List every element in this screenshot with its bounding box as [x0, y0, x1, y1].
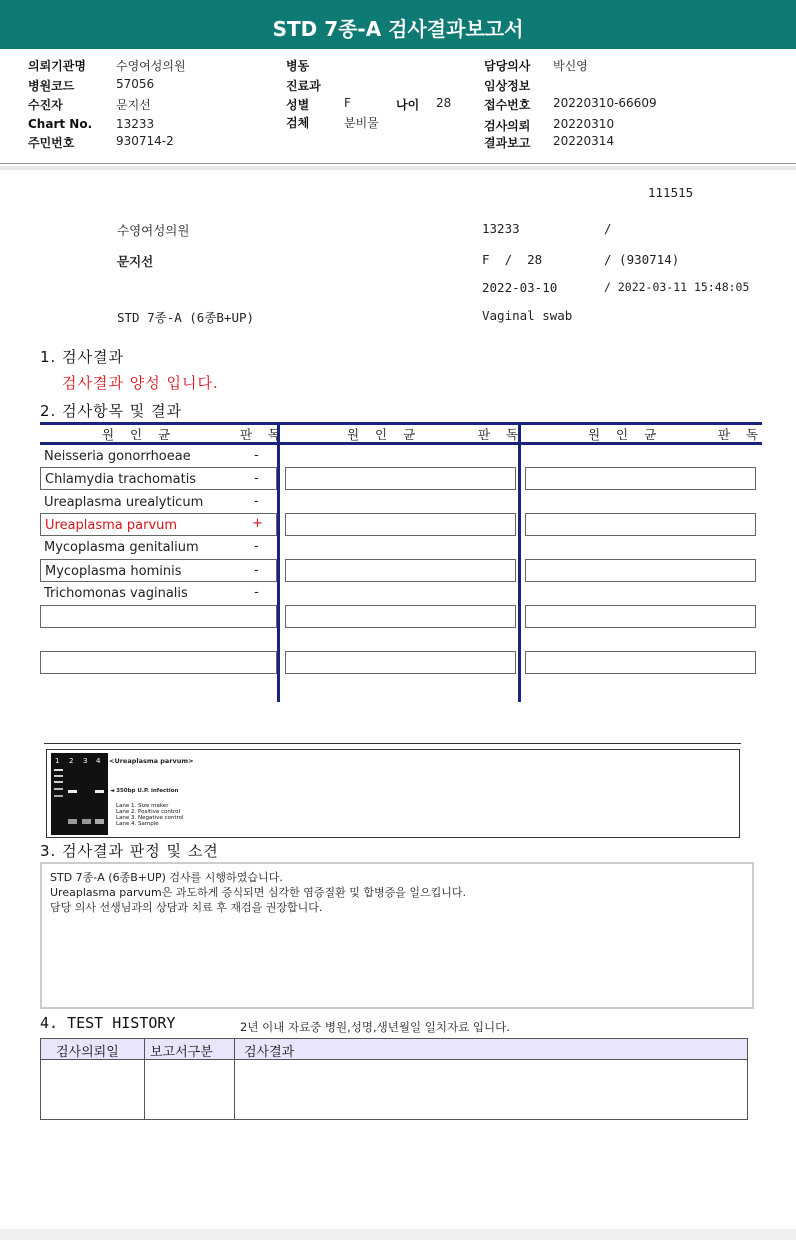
positive-result-message: 검사결과 양성 입니다.: [62, 374, 219, 392]
gel-legend-item: Lane 1. Size maker: [116, 803, 169, 809]
section4-heading: 4. TEST HISTORY: [40, 1014, 176, 1032]
value-resident-no: 930714-2: [116, 134, 174, 148]
opinion-line: Ureaplasma parvum은 과도하게 증식되면 심각한 염증질환 및 합병증을 일으킵니다.: [50, 886, 466, 899]
label-hospital-code: 병원코드: [28, 79, 75, 93]
empty-box: [285, 467, 516, 490]
history-col-divider: [144, 1038, 145, 1120]
info-slash: /: [604, 221, 612, 236]
ladder-band: [54, 788, 63, 790]
empty-box: [525, 513, 756, 536]
value-report-date: 20220314: [553, 134, 615, 148]
label-receipt-no: 접수번호: [484, 98, 531, 112]
result-trichomonas: -: [254, 585, 259, 600]
result-neisseria: -: [254, 448, 259, 463]
value-age: 28: [436, 96, 452, 110]
history-note: 2년 이내 자료중 병원,성명,생년월일 일치자료 입니다.: [240, 1020, 510, 1034]
value-clinic: 수영여성의원: [116, 59, 186, 73]
primer-band: [95, 819, 104, 824]
value-doctor: 박신영: [553, 59, 588, 73]
result-mycoplasma-genitalium: -: [254, 539, 259, 554]
pathogen-mycoplasma-genitalium: Mycoplasma genitalium: [44, 540, 199, 555]
gel-title: <Ureaplasma parvum>: [109, 757, 194, 765]
gel-image: [51, 753, 108, 835]
gel-top-line: [44, 743, 741, 744]
label-specimen: 검체: [286, 116, 310, 130]
gel-lane-label: 4: [96, 757, 101, 765]
info-sex-age: F / 28: [482, 252, 543, 267]
result-chlamydia: -: [254, 471, 259, 486]
info-specimen: Vaginal swab: [482, 308, 573, 323]
opinion-line: STD 7종-A (6종B+UP) 검사를 시행하였습니다.: [50, 871, 283, 884]
pathogen-neisseria: Neisseria gonorrhoeae: [44, 449, 191, 464]
pathogen-ureaplasma-urealyticum: Ureaplasma urealyticum: [44, 495, 204, 510]
pathogen-trichomonas: Trichomonas vaginalis: [44, 586, 188, 601]
gel-band-label: ◄ 350bp U.P. infection: [110, 788, 179, 794]
empty-box: [525, 651, 756, 674]
col-divider-2: [518, 422, 521, 702]
primer-band: [68, 819, 77, 824]
result-ureaplasma-urealyticum: -: [254, 494, 259, 509]
col-header-judgement-2: 판 독: [478, 427, 525, 442]
col-divider-1: [277, 422, 280, 702]
value-specimen: 분비물: [344, 116, 379, 130]
info-receipt-date: 2022-03-10: [482, 280, 558, 295]
sample-band: [95, 790, 104, 793]
label-request-date: 검사의뢰: [484, 119, 531, 133]
title-divider: [0, 48, 796, 49]
ladder-band: [54, 775, 63, 777]
col-header-pathogen-3: 원 인 균: [588, 427, 663, 442]
section1-heading: 1. 검사결과: [40, 348, 125, 366]
history-table-body: [40, 1060, 748, 1120]
opinion-line: 담당 의사 선생님과의 상담과 치료 후 재검을 권장합니다.: [50, 901, 323, 914]
value-chart-no: 13233: [116, 117, 155, 131]
label-age: 나이: [396, 98, 420, 112]
empty-box: [40, 651, 277, 674]
info-chart: 13233: [482, 221, 520, 236]
opinion-text: [50, 870, 466, 915]
label-clinic: 의뢰기관명: [28, 59, 86, 73]
value-request-date: 20220310: [553, 117, 615, 131]
gel-lane-label: 3: [83, 757, 88, 765]
empty-box: [525, 467, 756, 490]
gel-bands: [51, 753, 108, 835]
result-mycoplasma-hominis: -: [254, 563, 259, 578]
col-header-judgement-1: 판 독: [240, 427, 287, 442]
col-header-pathogen-2: 원 인 균: [347, 427, 422, 442]
history-col-result: 검사결과: [244, 1045, 295, 1060]
info-report-datetime: / 2022-03-11 15:48:05: [604, 280, 750, 294]
pathogen-chlamydia: Chlamydia trachomatis: [45, 472, 197, 487]
report-title: STD 7종-A 검사결과보고서: [0, 0, 796, 48]
empty-box: [285, 605, 516, 628]
info-clinic: 수영여성의원: [117, 223, 190, 238]
value-hospital-code: 57056: [116, 77, 155, 91]
section3-heading: 3. 검사결과 판정 및 소견: [40, 842, 219, 860]
label-ward: 병동: [286, 59, 310, 73]
label-report-date: 결과보고: [484, 136, 531, 150]
gel-legend: [116, 803, 184, 827]
page-footer-bar: [0, 1229, 796, 1240]
col-header-pathogen-1: 원 인 균: [102, 427, 177, 442]
section2-heading: 2. 검사항목 및 결과: [40, 402, 183, 420]
label-resident-no: 주민번호: [28, 136, 75, 150]
value-receipt-no: 20220310-66609: [553, 96, 657, 110]
primer-band: [82, 819, 91, 824]
label-patient: 수진자: [28, 98, 63, 112]
history-col-request-date: 검사의뢰일: [56, 1045, 119, 1060]
history-col-report-type: 보고서구분: [150, 1045, 213, 1060]
gel-lane-label: 1: [55, 757, 60, 765]
value-patient: 문지선: [116, 98, 151, 112]
label-chart-no: Chart No.: [28, 117, 93, 131]
empty-box: [525, 559, 756, 582]
ladder-band: [54, 795, 63, 797]
header-shadow: [0, 166, 796, 170]
gel-lane-label: 2: [69, 757, 74, 765]
empty-box: [40, 605, 277, 628]
info-birth: / (930714): [604, 252, 680, 267]
header-divider: [0, 163, 796, 164]
gel-legend-item: Lane 2. Positive control: [116, 809, 181, 815]
info-test-name: STD 7종-A (6종B+UP): [117, 310, 255, 325]
ladder-band: [54, 781, 63, 783]
gel-legend-item: Lane 4. Sample: [116, 821, 159, 827]
history-col-divider: [234, 1038, 235, 1120]
empty-box: [285, 651, 516, 674]
positive-band: [68, 790, 77, 793]
info-code: 111515: [648, 185, 694, 200]
label-doctor: 담당의사: [484, 59, 531, 73]
col-header-judgement-3: 판 독: [718, 427, 765, 442]
label-sex: 성별: [286, 98, 310, 112]
value-sex: F: [344, 96, 351, 110]
history-table-header: [40, 1038, 748, 1060]
empty-box: [285, 513, 516, 536]
pathogen-mycoplasma-hominis: Mycoplasma hominis: [45, 564, 182, 579]
ladder-band: [54, 769, 63, 771]
info-patient: 문지선: [117, 254, 154, 269]
empty-box: [285, 559, 516, 582]
empty-box: [525, 605, 756, 628]
label-department: 진료과: [286, 79, 321, 93]
pathogen-ureaplasma-parvum: Ureaplasma parvum: [45, 518, 178, 533]
result-ureaplasma-parvum: +: [252, 516, 263, 531]
gel-legend-item: Lane 3. Negative control: [116, 815, 184, 821]
label-clinical-info: 임상정보: [484, 79, 531, 93]
